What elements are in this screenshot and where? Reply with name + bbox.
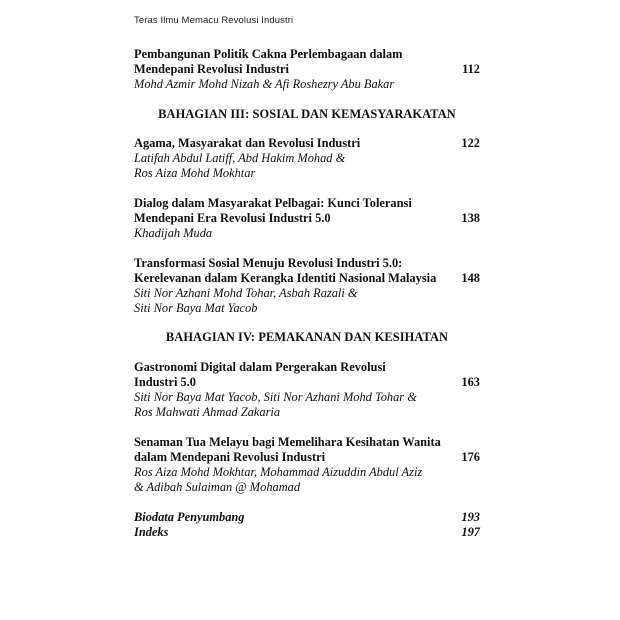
toc-entry[interactable] xyxy=(134,256,480,316)
entry-title-line: Gastronomi Digital dalam Pergerakan Revolusi xyxy=(134,360,386,374)
entry-authors-line: Siti Nor Baya Mat Yacob xyxy=(134,301,258,315)
toc-entry[interactable] xyxy=(134,360,480,420)
entry-title-line: Kerelevanan dalam Kerangka Identiti Nasional Malaysia xyxy=(134,271,437,285)
entry-title-line: Transformasi Sosial Menuju Revolusi Industri 5.0: xyxy=(134,256,403,270)
entry-page-number: 163 xyxy=(461,375,480,389)
entry-title-line: Industri 5.0 xyxy=(134,375,196,389)
toc-entry[interactable] xyxy=(134,196,480,241)
toc-entry[interactable] xyxy=(134,47,480,92)
entry-page-number: 148 xyxy=(461,271,480,285)
entry-page-number: 197 xyxy=(461,525,480,539)
entry-title-line: Senaman Tua Melayu bagi Memelihara Kesihatan Wanita xyxy=(134,435,441,449)
entry-authors-line: Ros Mahwati Ahmad Zakaria xyxy=(134,405,281,419)
entry-authors-line: Mohd Azmir Mohd Nizah & Afi Roshezry Abu Bakar xyxy=(134,77,395,91)
entry-authors-line: Latifah Abdul Latiff, Abd Hakim Mohad & xyxy=(134,151,346,165)
entry-authors-line: Siti Nor Azhani Mohd Tohar, Asbah Razali & xyxy=(134,286,358,300)
entry-page-number: 122 xyxy=(461,136,480,150)
entry-title-line: Pembangunan Politik Cakna Perlembagaan dalam xyxy=(134,47,403,61)
entry-authors-line: Siti Nor Baya Mat Yacob, Siti Nor Azhani Mohd Tohar & xyxy=(134,390,417,404)
toc-entry[interactable] xyxy=(134,435,480,495)
entry-title-line: Mendepani Revolusi Industri xyxy=(134,62,289,76)
section-heading: BAHAGIAN IV: PEMAKANAN DAN KESIHATAN xyxy=(165,330,449,344)
entry-authors-line: Ros Aiza Mohd Mokhtar xyxy=(134,166,256,180)
back-matter-entry[interactable] xyxy=(134,525,480,540)
back-matter-label: Indeks xyxy=(134,525,169,539)
entry-page-number: 193 xyxy=(461,510,480,524)
entry-title-line: Agama, Masyarakat dan Revolusi Industri xyxy=(134,136,361,150)
entry-title-line: dalam Mendepani Revolusi Industri xyxy=(134,450,326,464)
entry-title-line: Dialog dalam Masyarakat Pelbagai: Kunci Toleransi xyxy=(134,196,412,210)
entry-authors-line: Ros Aiza Mohd Mokhtar, Mohammad Aizuddin Abdul Aziz xyxy=(134,465,423,479)
entry-page-number: 138 xyxy=(461,211,480,225)
back-matter-label: Biodata Penyumbang xyxy=(134,510,245,524)
back-matter-entry[interactable] xyxy=(134,510,480,525)
entry-page-number: 112 xyxy=(462,62,480,76)
running-header: Teras Ilmu Memacu Revolusi Industri xyxy=(134,15,294,26)
entry-authors-line: & Adibah Sulaiman @ Mohamad xyxy=(134,480,301,494)
entry-authors-line: Khadijah Muda xyxy=(134,226,213,240)
toc-entry[interactable] xyxy=(134,136,480,181)
section-heading: BAHAGIAN III: SOSIAL DAN KEMASYARAKATAN xyxy=(158,107,456,121)
entry-title-line: Mendepani Era Revolusi Industri 5.0 xyxy=(134,211,331,225)
entry-page-number: 176 xyxy=(461,450,480,464)
